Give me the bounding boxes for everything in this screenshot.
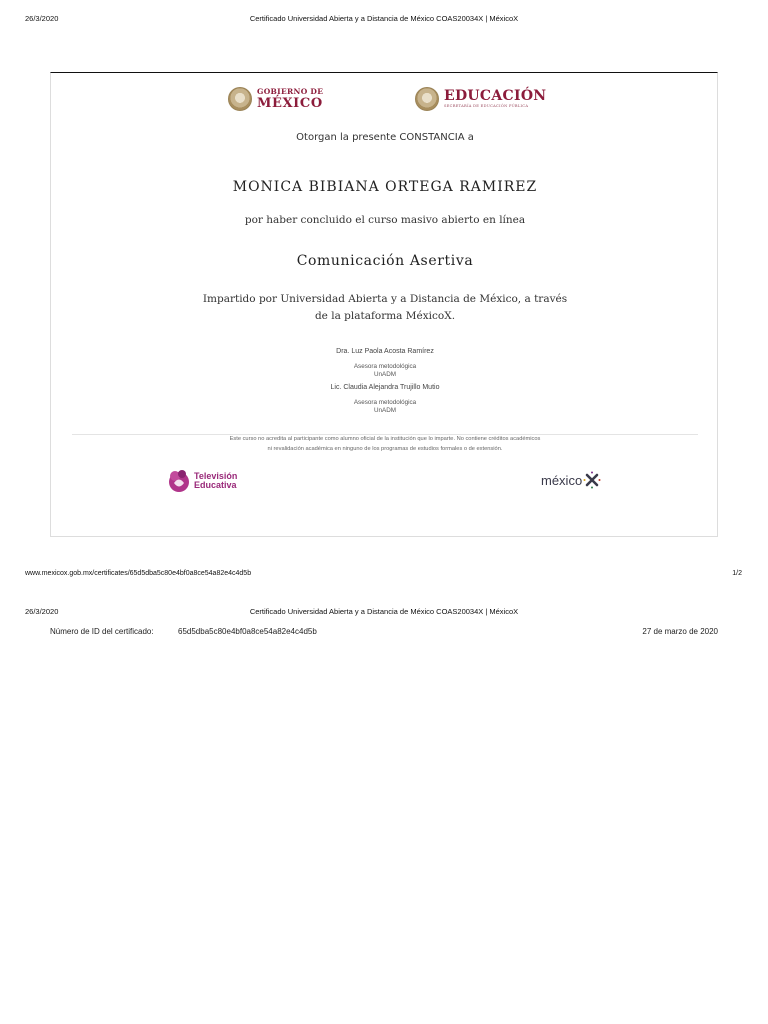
- print-header: [0, 14, 768, 28]
- government-seal-icon: [228, 87, 252, 111]
- tve-line1: Televisión: [194, 471, 238, 481]
- signer-2-role-block: [51, 399, 719, 415]
- print-title-page2: Certificado Universidad Abierta y a Distancia de México COAS20034X | MéxicoX: [249, 607, 519, 616]
- certificate-card: [50, 72, 718, 537]
- signer-1-org: UnADM: [373, 371, 397, 378]
- gob-logo-line1: GOBIERNO DE: [257, 87, 324, 97]
- impartido-text: [51, 291, 719, 325]
- disclaimer: [51, 434, 719, 454]
- print-date: 26/3/2020: [25, 14, 59, 23]
- impartido-line1: Impartido por Universidad Abierta y a Distancia de México, a través: [202, 293, 568, 305]
- edu-logo-line2: SECRETARÍA DE EDUCACIÓN PÚBLICA: [444, 104, 529, 109]
- education-seal-icon: [415, 87, 439, 111]
- mexicox-logo-text: méxico: [541, 472, 583, 488]
- issue-date: 27 de marzo de 2020: [642, 627, 718, 636]
- print-footer: [0, 570, 768, 582]
- signer-2-role: Asesora metodológica: [353, 399, 417, 406]
- concluido-text: por haber concluido el curso masivo abierto en línea: [244, 214, 526, 226]
- print-title: Certificado Universidad Abierta y a Distancia de México COAS20034X | MéxicoX: [249, 14, 519, 23]
- mexicox-x-icon: [583, 471, 601, 489]
- signer-1-role-block: [51, 363, 719, 379]
- page-number: 1/2: [732, 570, 742, 577]
- signer-1-role: Asesora metodológica: [353, 363, 417, 370]
- television-educativa-icon: [166, 468, 192, 494]
- print-header-page2: [0, 607, 768, 621]
- print-date-page2: 26/3/2020: [25, 607, 59, 616]
- educacion-logo: [415, 87, 546, 111]
- course-title: Comunicación Asertiva: [296, 253, 474, 269]
- gob-logo-line2: MÉXICO: [257, 95, 323, 111]
- cert-id-value: 65d5dba5c80e4bf0a8ce54a82e4c4d5b: [178, 627, 317, 636]
- television-educativa-logo: [166, 468, 237, 494]
- edu-logo-line1: EDUCACIÓN: [444, 88, 547, 105]
- disclaimer-line2: ni revalidación académica en ninguno de los programas de estudios formales o de extensión.: [267, 446, 503, 452]
- student-name: MONICA BIBIANA ORTEGA RAMIREZ: [232, 179, 538, 195]
- impartido-line2: de la plataforma MéxicoX.: [314, 310, 456, 322]
- gobierno-mexico-logo: [228, 87, 323, 111]
- footer-url: www.mexicox.gob.mx/certificates/65d5dba5c80e4bf0a8ce54a82e4c4d5b: [25, 570, 252, 577]
- otorgan-text: Otorgan la presente CONSTANCIA a: [296, 132, 474, 143]
- cert-id-label: Número de ID del certificado:: [50, 627, 154, 636]
- signer-2-name: Lic. Claudia Alejandra Trujillo Mutio: [330, 384, 440, 391]
- signer-1-name: Dra. Luz Paola Acosta Ramírez: [336, 348, 434, 355]
- disclaimer-line1: Este curso no acredita al participante como alumno oficial de la institución que lo imparte. No contiene créditos académicos: [229, 436, 541, 442]
- tve-line2: Educativa: [194, 480, 237, 490]
- mexicox-logo: [541, 471, 601, 489]
- signer-2-org: UnADM: [373, 407, 397, 414]
